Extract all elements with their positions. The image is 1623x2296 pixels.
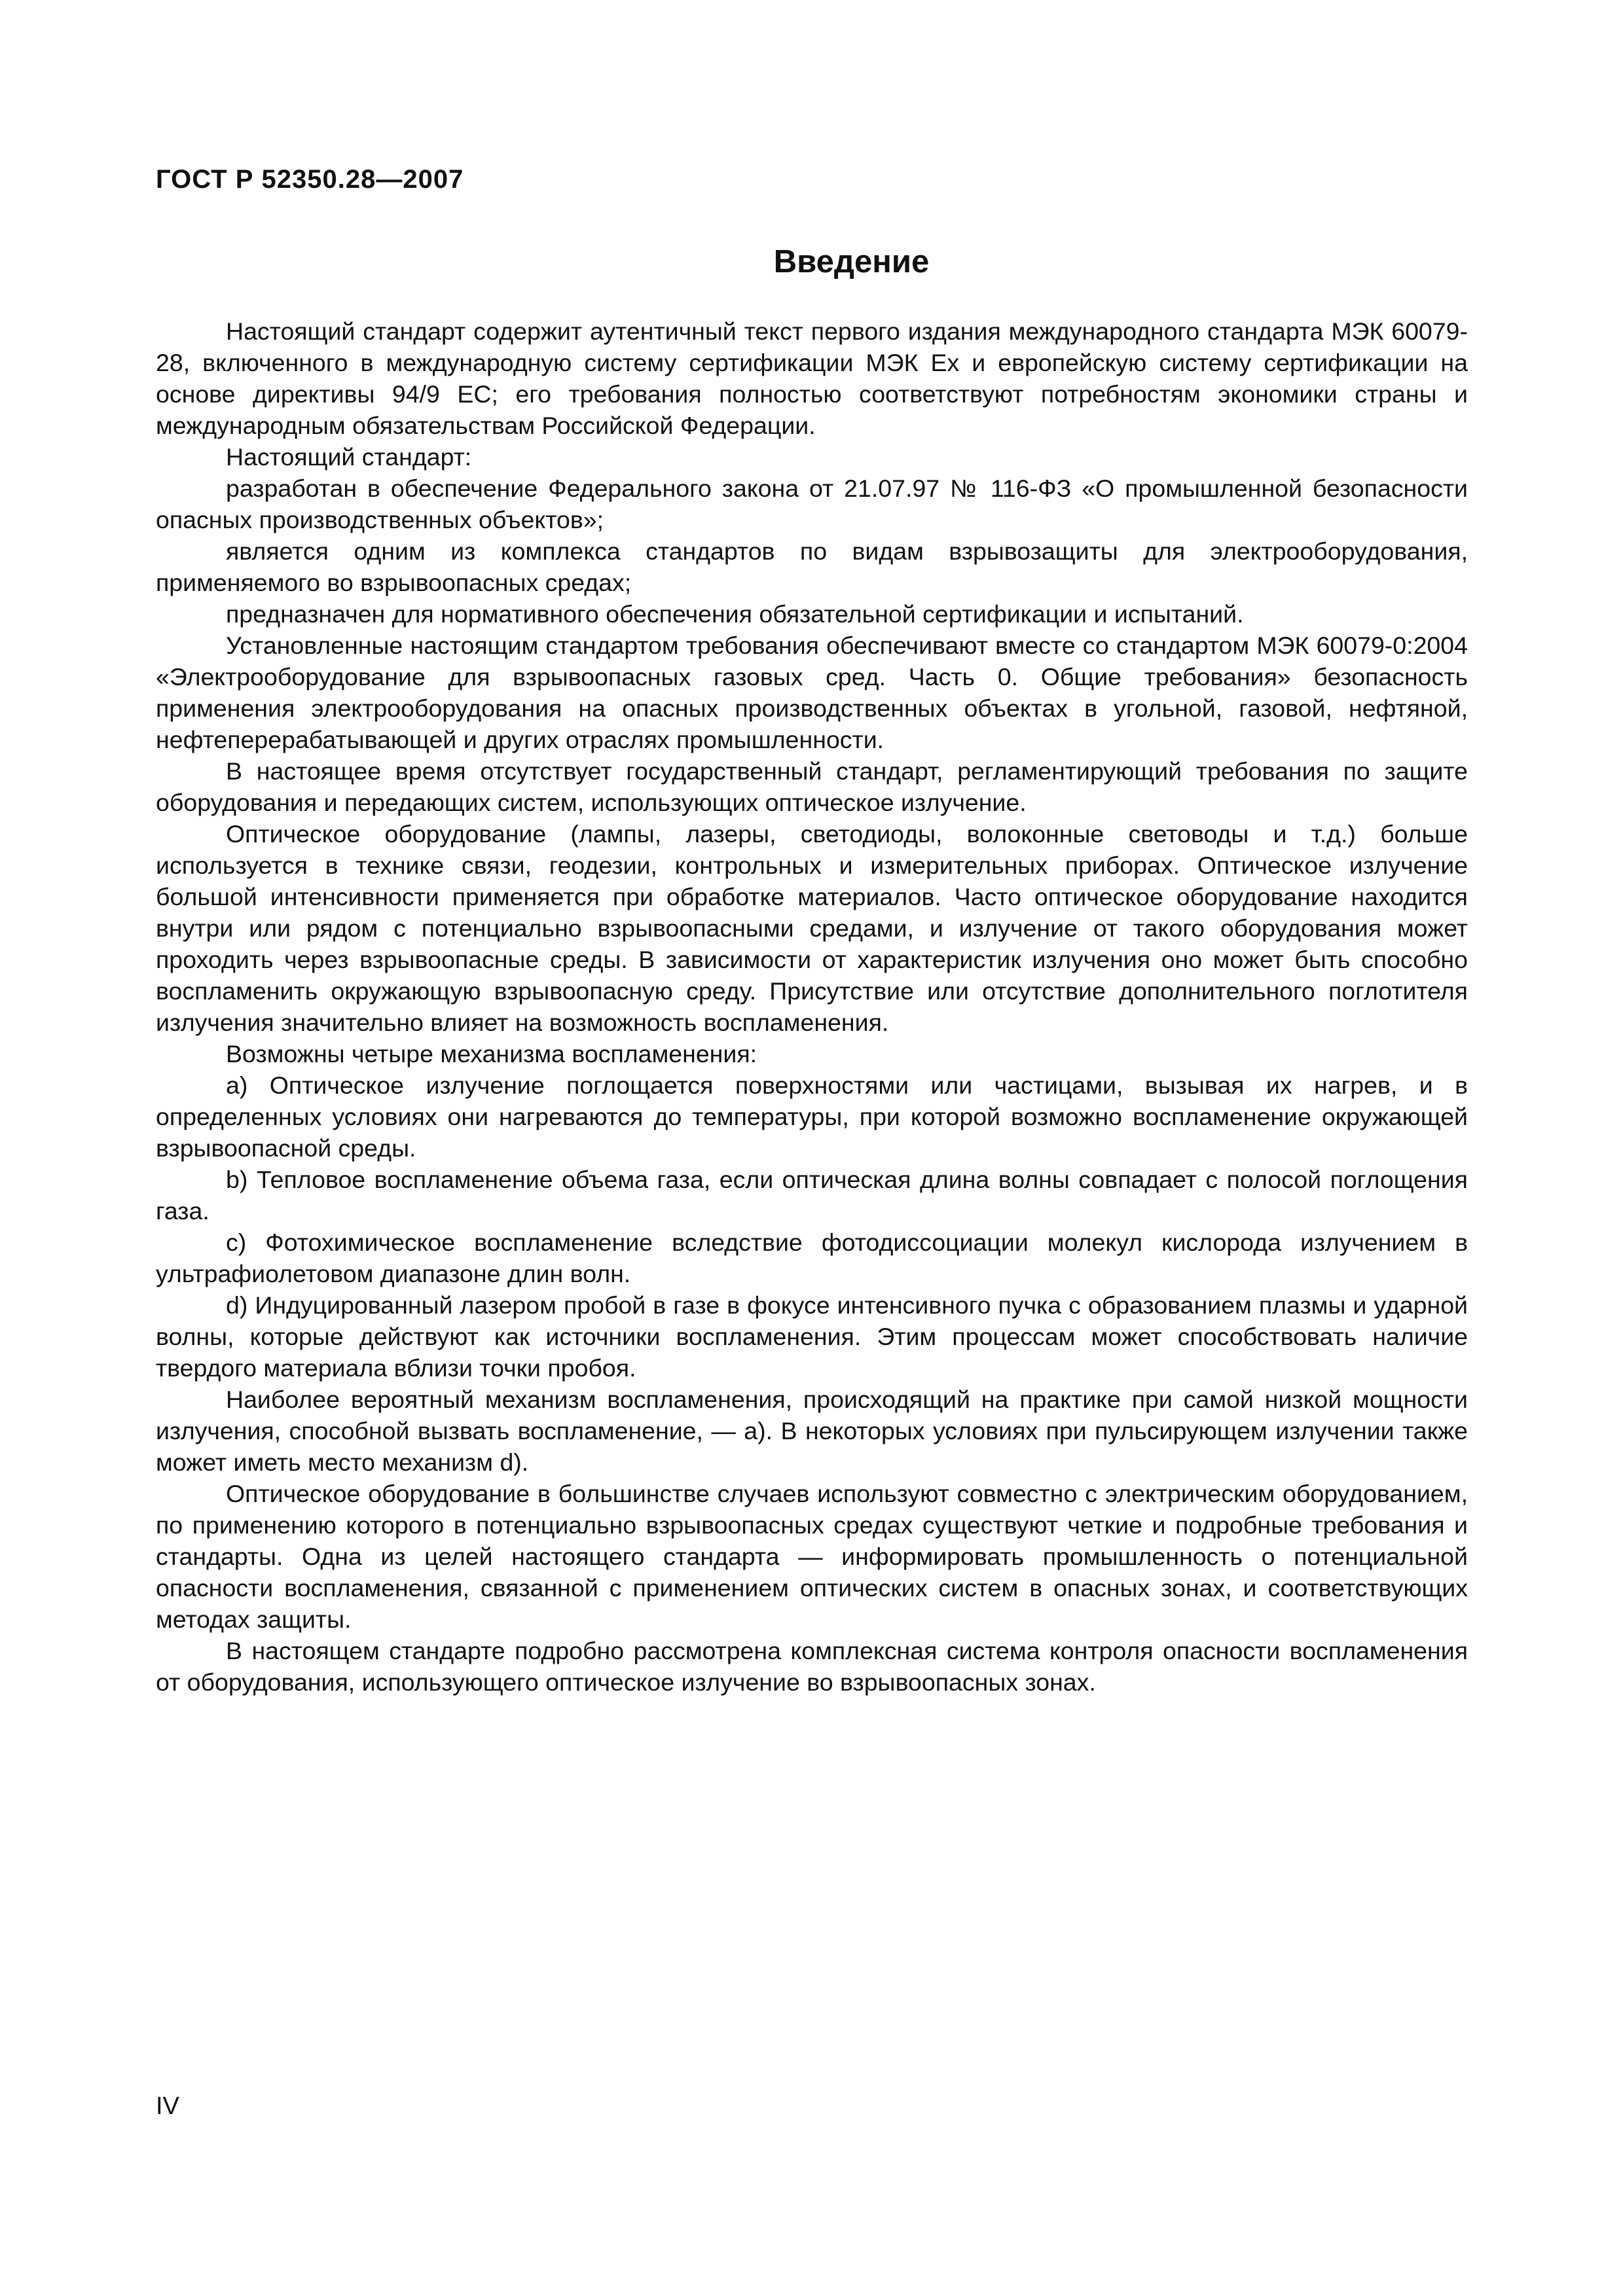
paragraph: В настоящее время отсутствует государственный стандарт, регламентирующий требования по защите оборудования и передающих систем, использующих оптическое излучение. xyxy=(156,757,1468,816)
section-title: Введение xyxy=(773,244,930,279)
paragraph: Наиболее вероятный механизм воспламенения, происходящий на практике при самой низкой мощности излучения, способной вызвать воспламенение, — a). В некоторых условиях при пульсирующем излучении также может иметь место механизм d). xyxy=(156,1386,1468,1476)
paragraph: Оптическое оборудование (лампы, лазеры, светодиоды, волоконные световоды и т.д.) больше используется в технике связи, геодезии, контрольных и измерительных приборах. Оптическое излучение большой интенсивности применяется при обработке материалов. Часто оптическое оборудование находится внутри или рядом с потенциально взрывоопасными средами, и излучение от такого оборудования может проходить через взрывоопасные среды. В зависимости от характеристик излучения оно может быть способно воспламенить окружающую взрывоопасную среду. Присутствие или отсутствие дополнительного поглотителя излучения значительно влияет на возможность воспламенения. xyxy=(156,820,1468,1036)
paragraph: Настоящий стандарт содержит аутентичный текст первого издания международного стандарта МЭК 60079-28, включенного в международную систему сертификации МЭК Ex и европейскую систему сертификации на основе директивы 94/9 ЕС; его требования полностью соответствуют потребностям экономики страны и международным обязательствам Российской Федерации. xyxy=(156,317,1468,439)
paragraph: разработан в обеспечение Федерального закона от 21.07.97 № 116-ФЗ «О промышленной безопасности опасных производственных объектов»; xyxy=(156,475,1468,533)
document-code: ГОСТ Р 52350.28—2007 xyxy=(156,165,464,194)
paragraph: Настоящий стандарт: xyxy=(226,443,472,471)
paragraph: Установленные настоящим стандартом требования обеспечивают вместе со стандартом МЭК 60079-0:2004 «Электрооборудование для взрывоопасных газовых сред. Часть 0. Общие требования» безопасность применения электрооборудования на опасных производственных объектах в угольной, газовой, нефтяной, нефтеперерабатывающей и других отраслях промышленности. xyxy=(156,632,1468,753)
list-item-c: c) Фотохимическое воспламенение вследствие фотодиссоциации молекул кислорода излучением в ультрафиолетовом диапазоне длин волн. xyxy=(156,1229,1468,1287)
page-number: IV xyxy=(156,2092,179,2120)
paragraph: является одним из комплекса стандартов по видам взрывозащиты для электрооборудования, применяемого во взрывоопасных средах; xyxy=(156,537,1468,596)
list-item-d: d) Индуцированный лазером пробой в газе в фокусе интенсивного пучка с образованием плазмы и ударной волны, которые действуют как источники воспламенения. Этим процессам может способствовать наличие твердого материала вблизи точки пробоя. xyxy=(156,1291,1468,1382)
body-text xyxy=(156,315,1468,1698)
section-title-wrapper xyxy=(0,243,1623,280)
paragraph: предназначен для нормативного обеспечения обязательной сертификации и испытаний. xyxy=(226,600,1244,628)
paragraph: Возможны четыре механизма воспламенения: xyxy=(226,1040,757,1067)
paragraph: Оптическое оборудование в большинстве случаев используют совместно с электрическим оборудованием, по применению которого в потенциально взрывоопасных средах существуют четкие и подробные требования и стандарты. Одна из целей настоящего стандарта — информировать промышленность о потенциальной опасности воспламенения, связанной с применением оптических систем в опасных зонах, и соответствующих методах защиты. xyxy=(156,1480,1468,1633)
list-item-a: a) Оптическое излучение поглощается поверхностями или частицами, вызывая их нагрев, и в определенных условиях они нагреваются до температуры, при которой возможно воспламенение окружающей взрывоопасной среды. xyxy=(156,1071,1468,1162)
list-item-b: b) Тепловое воспламенение объема газа, если оптическая длина волны совпадает с полосой поглощения газа. xyxy=(156,1166,1468,1225)
paragraph: В настоящем стандарте подробно рассмотрена комплексная система контроля опасности воспламенения от оборудования, использующего оптическое излучение во взрывоопасных зонах. xyxy=(156,1637,1468,1696)
